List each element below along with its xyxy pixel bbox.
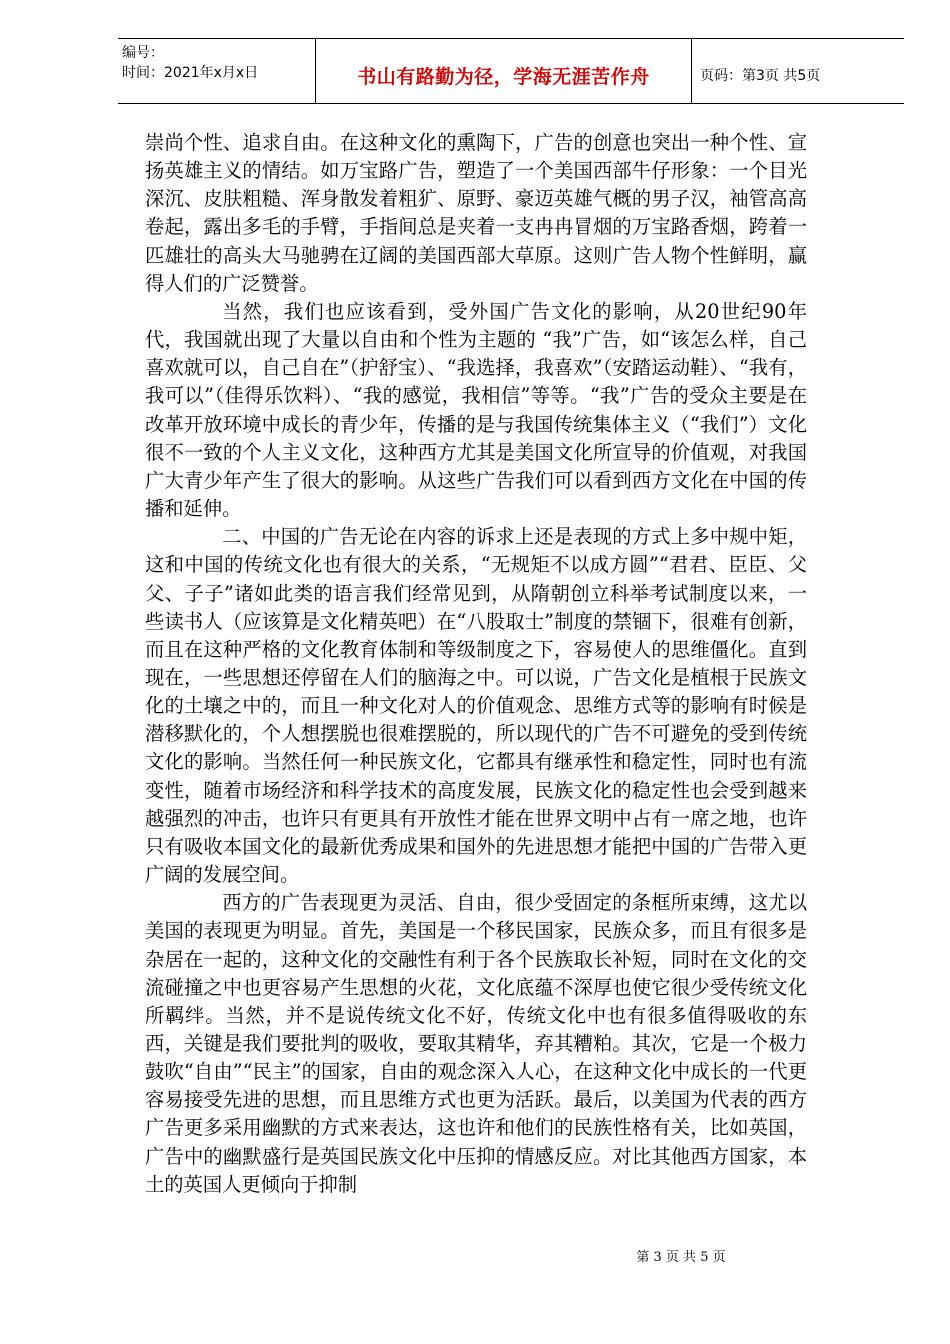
header-meta <box>118 39 316 103</box>
paragraph-3: 二、中国的广告无论在内容的诉求上还是表现的方式上多中规中矩，这和中国的传统文化也有很大的关系，“无规矩不以成方圆”“君君、臣臣、父父、子子”诸如此类的语言我们经常见到，从隋朝创立科举考试制度以来，一些读书人（应该算是文化精英吧）在“八股取士”制度的禁锢下，很难有创新，而且在这种严格的文化教育体制和等级制度之下，容易使人的思维僵化。直到现在，一些思想还停留在人们的脑海之中。可以说，广告文化是植根于民族文化的土壤之中的，而且一种文化对人的价值观念、思维方式等的影响有时候是潜移默化的，个人想摆脱也很难摆脱的，所以现代的广告不可避免的受到传统文化的影响。当然任何一种民族文化，它都具有继承性和稳定性，同时也有流变性，随着市场经济和科学技术的高度发展，民族文化的稳定性也会受到越来越强烈的冲击，也许只有更具有开放性才能在世界文明中占有一席之地，也许只有吸收本国文化的最新优秀成果和国外的先进思想才能把中国的广告带入更广阔的发展空间。 <box>145 525 807 887</box>
document-body <box>145 129 807 1199</box>
page-footer <box>0 1246 950 1265</box>
page-header <box>118 38 904 104</box>
header-motto: 书山有路勤为径，学海无涯苦作舟 <box>316 39 692 103</box>
paragraph-2: 当然，我们也应该看到，受外国广告文化的影响，从20世纪90年代，我国就出现了大量以自由和个性为主题的 “我”广告，如“该怎么样，自己喜欢就可以，自己自在”（护舒宝）、“我选择，我喜欢”（安踏运动鞋）、“我有，我可以”（佳得乐饮料）、“我的感觉，我相信”等等。“我”广告的受众主要是在改革开放环境中成长的青少年，传播的是与我国传统集体主义（“我们”）文化很不一致的个人主义文化，这种西方尤其是美国文化所宣导的价值观，对我国广大青少年产生了很大的影响。从这些广告我们可以看到西方文化在中国的传播和延伸。 <box>145 299 807 521</box>
serial-number-label: 编号： <box>122 45 164 61</box>
paragraph-1: 崇尚个性、追求自由。在这种文化的熏陶下，广告的创意也突出一种个性、宣扬英雄主义的情结。如万宝路广告，塑造了一个美国西部牛仔形象：一个目光深沉、皮肤粗糙、浑身散发着粗犷、原野、豪迈英雄气概的男子汉，袖管高高卷起，露出多毛的手臂，手指间总是夹着一支冉冉冒烟的万宝路香烟，跨着一匹雄壮的高头大马驰骋在辽阔的美国西部大草原。这则广告人物个性鲜明，赢得人们的广泛赞誉。 <box>145 131 807 295</box>
footer-page-indicator: 第 3 页 共 5 页 <box>636 1250 726 1265</box>
date-label: 时间：2021年x月x日 <box>122 65 259 81</box>
header-page-code: 页码：第3页 共5页 <box>700 68 821 84</box>
paragraph-4: 西方的广告表现更为灵活、自由，很少受固定的条框所束缚，这尤以美国的表现更为明显。首先，美国是一个移民国家，民族众多，而且有很多是杂居在一起的，这种文化的交融性有利于各个民族取长补短，同时在文化的交流碰撞之中也更容易产生思想的火花，文化底蕴不深厚也使它很少受传统文化所羁绊。当然，并不是说传统文化不好，传统文化中也有很多值得吸收的东西，关键是我们要批判的吸收，要取其精华，弃其糟粕。其次，它是一个极力鼓吹“自由”“民主”的国家，自由的观念深入人心，在这种文化中成长的一代更容易接受先进的思想，而且思维方式也更为活跃。最后，以美国为代表的西方广告更多采用幽默的方式来表达，这也许和他们的民族性格有关，比如英国，广告中的幽默盛行是英国民族文化中压抑的情感反应。对比其他西方国家，本土的英国人更倾向于抑制 <box>145 891 807 1196</box>
